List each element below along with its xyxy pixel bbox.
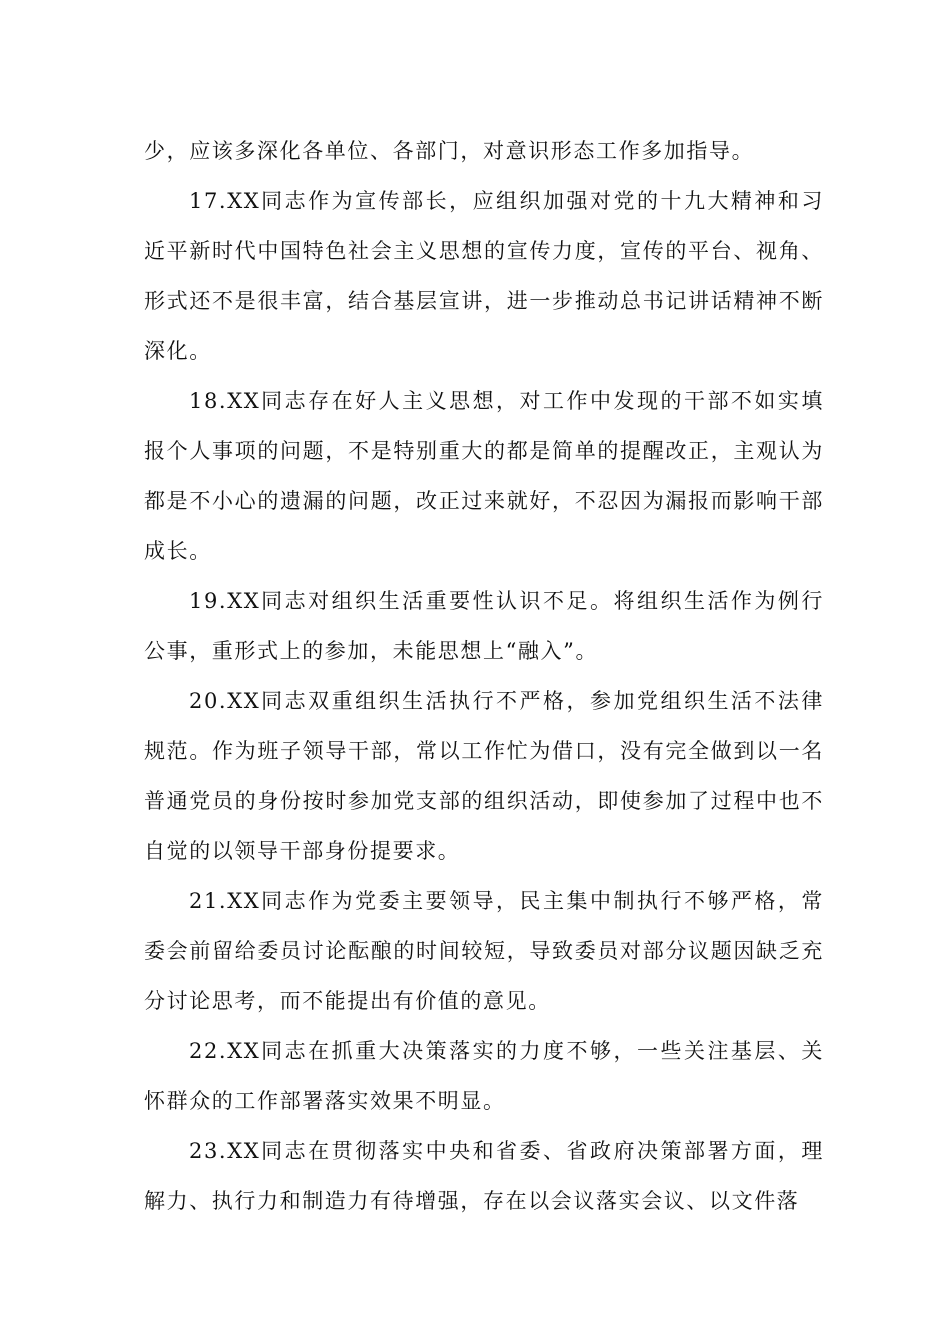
paragraph-22: 22.XX同志在抓重大决策落实的力度不够，一些关注基层、关怀群众的工作部署落实效果不明显。 [144,1039,824,1113]
paragraph-21: 21.XX同志作为党委主要领导，民主集中制执行不够严格，常委会前留给委员讨论酝酿的时间较短，导致委员对部分议题因缺乏充分讨论思考，而不能提出有价值的意见。 [144,889,824,1013]
paragraph-23: 23.XX同志在贯彻落实中央和省委、省政府决策部署方面，理解力、执行力和制造力有待增强，存在以会议落实会议、以文件落 [144,1139,824,1213]
paragraph-18: 18.XX同志存在好人主义思想，对工作中发现的干部不如实填报个人事项的问题，不是特别重大的都是简单的提醒改正，主观认为都是不小心的遗漏的问题，改正过来就好，不忍因为漏报而影响干部成长。 [144,389,824,563]
paragraph-19: 19.XX同志对组织生活重要性认识不足。将组织生活作为例行公事，重形式上的参加，未能思想上“融入”。 [144,589,824,663]
paragraph-16-continuation: 少，应该多深化各单位、各部门，对意识形态工作多加指导。 [144,139,755,163]
paragraph-17: 17.XX同志作为宣传部长，应组织加强对党的十九大精神和习近平新时代中国特色社会主义思想的宣传力度，宣传的平台、视角、形式还不是很丰富，结合基层宣讲，进一步推动总书记讲话精神不断深化。 [144,189,824,363]
document-body [144,126,824,1226]
paragraph-20: 20.XX同志双重组织生活执行不严格，参加党组织生活不法律规范。作为班子领导干部，常以工作忙为借口，没有完全做到以一名普通党员的身份按时参加党支部的组织活动，即使参加了过程中也不自觉的以领导干部身份提要求。 [144,689,824,863]
